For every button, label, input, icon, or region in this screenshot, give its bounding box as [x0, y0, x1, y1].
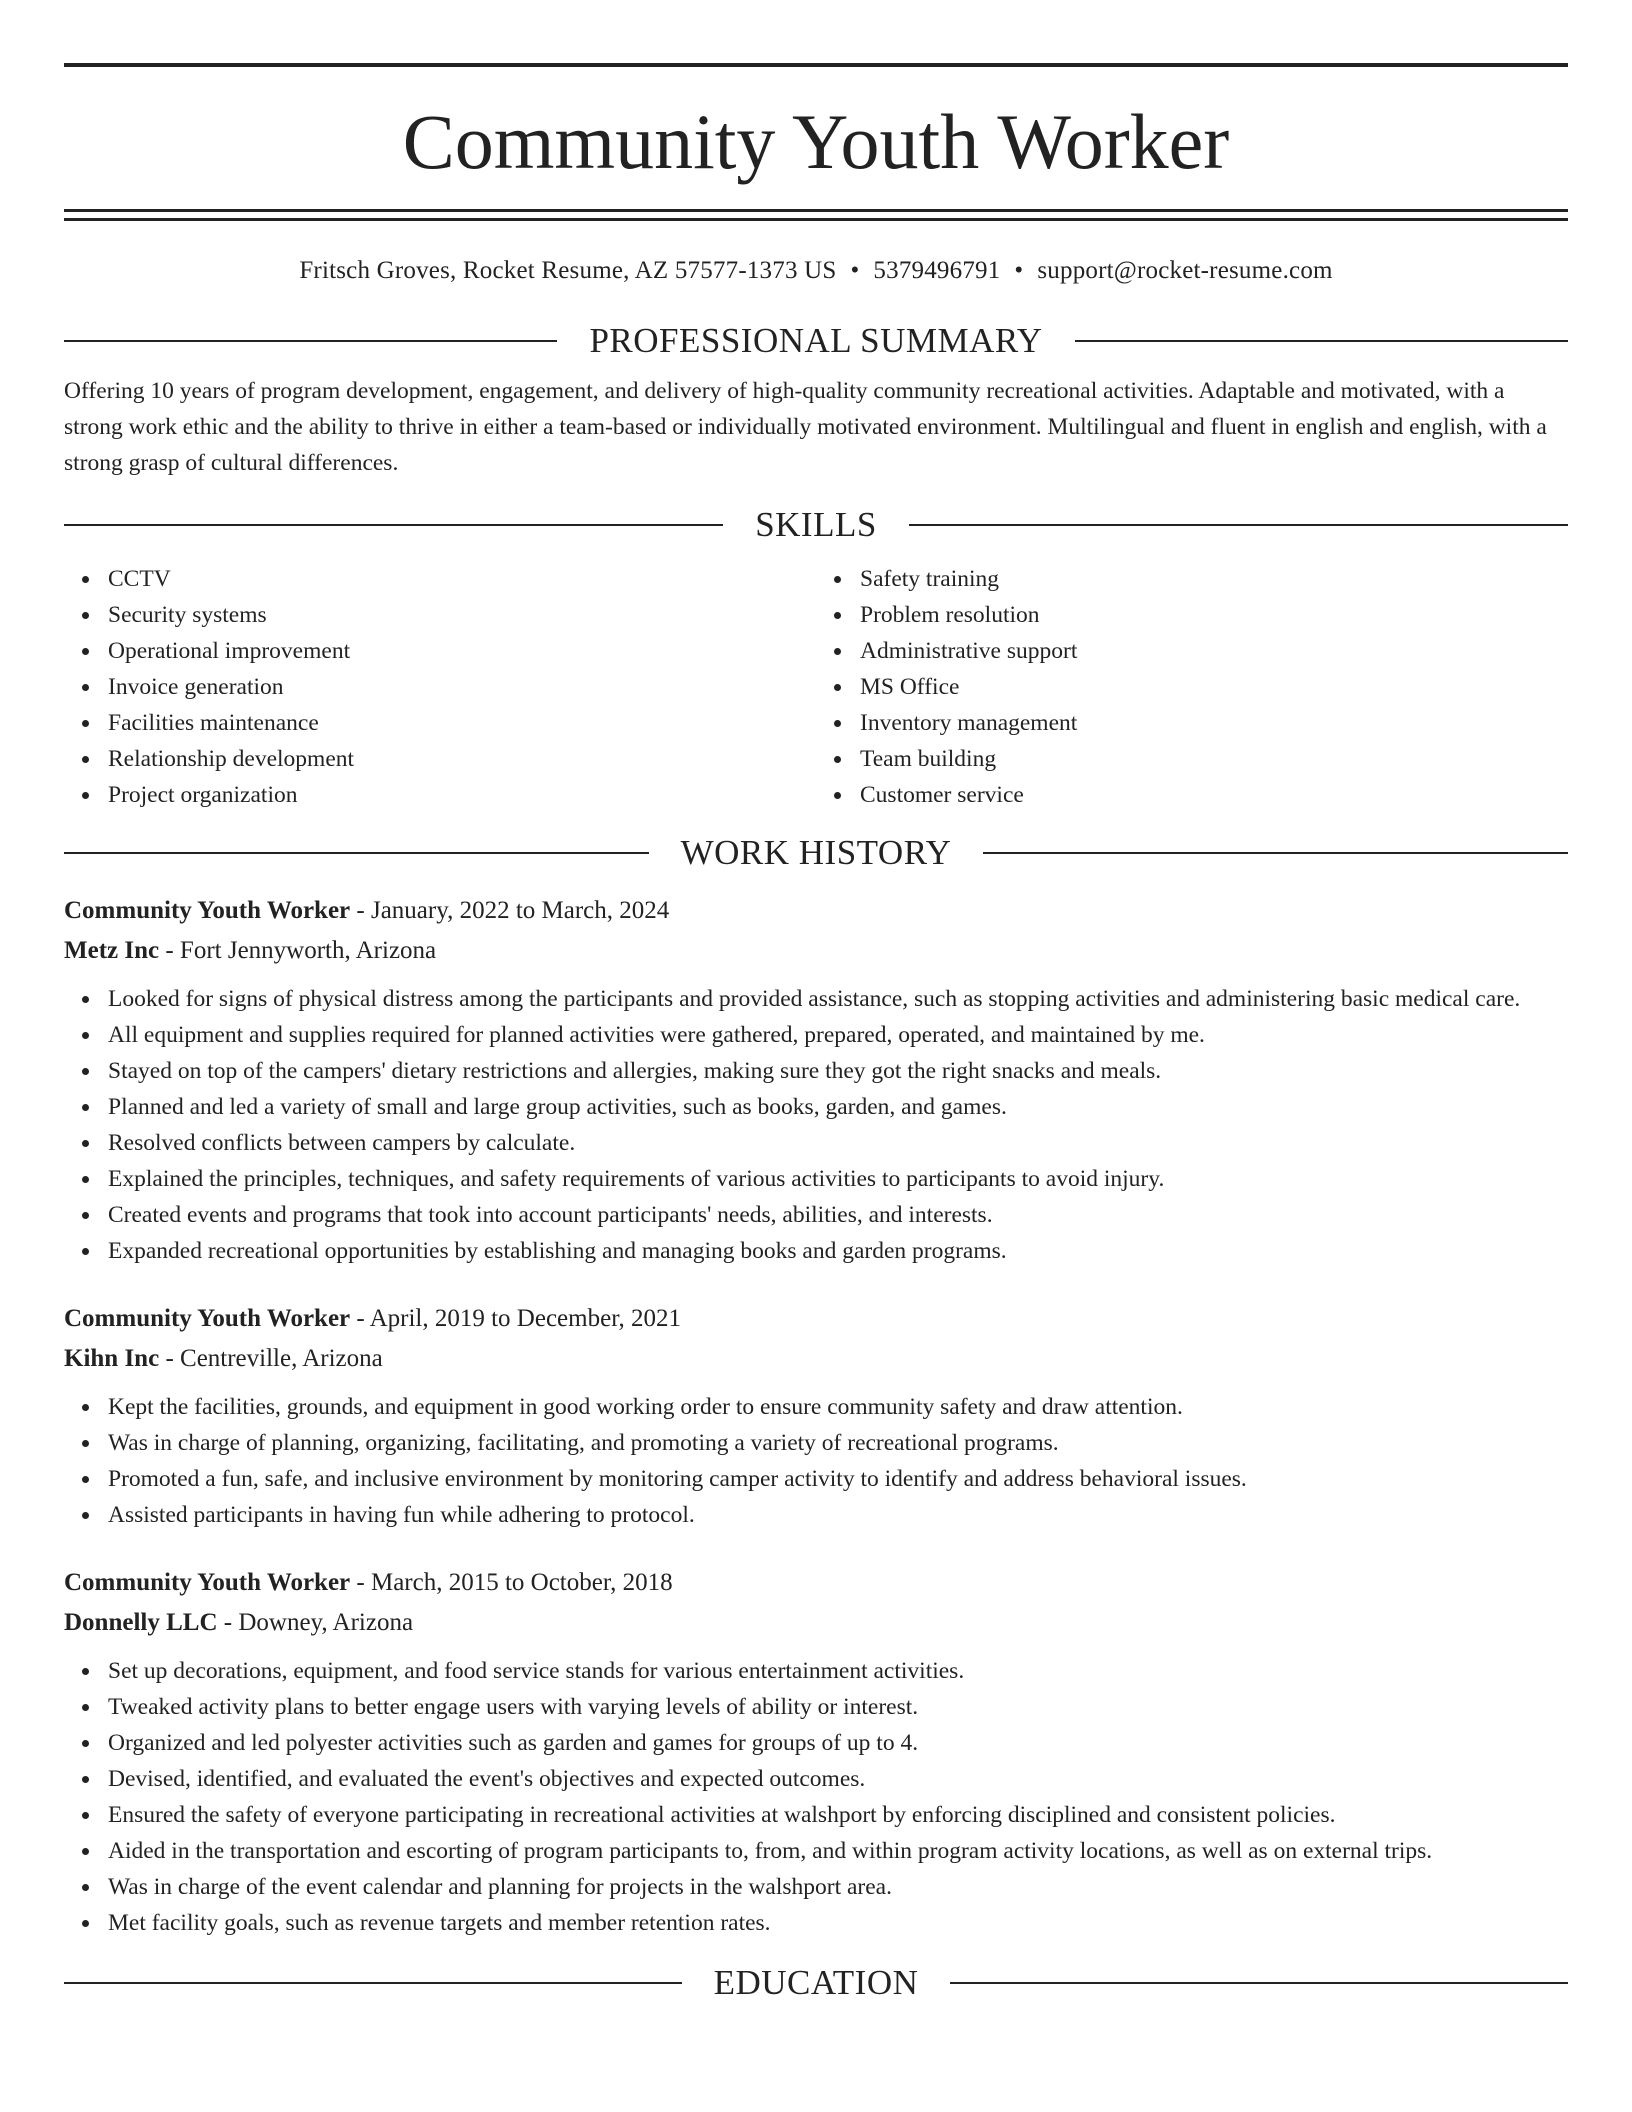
job-title-line [64, 1563, 1568, 1603]
job-bullet: Ensured the safety of everyone participating in recreational activities at walshport by enforcing disciplined and consistent policies. [108, 1797, 1568, 1833]
job-company-line [64, 931, 1568, 971]
section-title: SKILLS [723, 503, 909, 547]
skill-item: Safety training [860, 561, 1568, 597]
resume-page [64, 0, 1568, 2005]
job-location: - Downey, Arizona [217, 1609, 414, 1636]
job-bullet: Aided in the transportation and escorting of program participants to, from, and within program activity locations, as well as on external trips. [108, 1833, 1568, 1869]
contact-address: Fritsch Groves, Rocket Resume, AZ 57577-1373 US [299, 257, 837, 284]
job-bullet: Promoted a fun, safe, and inclusive environment by monitoring camper activity to identify and address behavioral issues. [108, 1461, 1568, 1497]
job-company-line [64, 1603, 1568, 1643]
job-bullet: Looked for signs of physical distress among the participants and provided assistance, such as stopping activities and administering basic medical care. [108, 981, 1568, 1017]
job-dates: - March, 2015 to October, 2018 [350, 1569, 673, 1596]
summary-text: Offering 10 years of program development, engagement, and delivery of high-quality community recreational activities. Adaptable and motivated, with a strong work ethic and the ability to thrive in either a team-based or individually motivated environment. Multilingual and fluent in english and english, with a strong grasp of cultural differences. [64, 378, 1547, 476]
job-dates: - April, 2019 to December, 2021 [350, 1305, 682, 1332]
job-title: Community Youth Worker [64, 1305, 351, 1332]
job-bullet: Organized and led polyester activities such as garden and games for groups of up to 4. [108, 1725, 1568, 1761]
job-bullet: Tweaked activity plans to better engage users with varying levels of ability or interest. [108, 1689, 1568, 1725]
job-bullet: All equipment and supplies required for planned activities were gathered, prepared, operated, and maintained by me. [108, 1017, 1568, 1053]
skill-item: Problem resolution [860, 597, 1568, 633]
section-title: WORK HISTORY [649, 831, 984, 875]
job-company: Donnelly LLC [64, 1609, 218, 1636]
name-underline-2 [64, 218, 1568, 221]
job-bullet: Resolved conflicts between campers by calculate. [108, 1125, 1568, 1161]
section-heading-work [64, 831, 1568, 875]
job-title: Community Youth Worker [64, 897, 351, 924]
job-title-line [64, 1299, 1568, 1339]
job-title-line [64, 891, 1568, 931]
job-location: - Centreville, Arizona [159, 1345, 383, 1372]
job-bullet: Was in charge of planning, organizing, facilitating, and promoting a variety of recreational programs. [108, 1425, 1568, 1461]
job-company-line [64, 1339, 1568, 1379]
job-company: Kihn Inc [64, 1345, 160, 1372]
skill-item: Inventory management [860, 705, 1568, 741]
skill-item: Relationship development [108, 741, 816, 777]
skill-item: Security systems [108, 597, 816, 633]
job-bullets [64, 1653, 1568, 1941]
skills-column-right [816, 561, 1568, 813]
skill-item: Invoice generation [108, 669, 816, 705]
section-heading-summary [64, 319, 1568, 363]
job-bullet: Devised, identified, and evaluated the event's objectives and expected outcomes. [108, 1761, 1568, 1797]
job-bullet: Met facility goals, such as revenue targets and member retention rates. [108, 1905, 1568, 1941]
job-bullet: Assisted participants in having fun while adhering to protocol. [108, 1497, 1568, 1533]
job-bullets [64, 1389, 1568, 1533]
contact-separator: • [850, 257, 860, 284]
job-bullet: Stayed on top of the campers' dietary restrictions and allergies, making sure they got the right snacks and meals. [108, 1053, 1568, 1089]
job-title: Community Youth Worker [64, 1569, 351, 1596]
job-bullet: Planned and led a variety of small and large group activities, such as books, garden, and games. [108, 1089, 1568, 1125]
skill-item: Project organization [108, 777, 816, 813]
job-bullets [64, 981, 1568, 1269]
top-rule [64, 63, 1568, 67]
job-company: Metz Inc [64, 937, 160, 964]
section-heading-skills [64, 503, 1568, 547]
skill-item: Customer service [860, 777, 1568, 813]
contact-phone: 5379496791 [873, 257, 1001, 284]
job-bullet: Created events and programs that took into account participants' needs, abilities, and interests. [108, 1197, 1568, 1233]
contact-email[interactable]: support@rocket-resume.com [1037, 257, 1333, 284]
contact-line [64, 255, 1568, 287]
job-bullet: Kept the facilities, grounds, and equipment in good working order to ensure community safety and draw attention. [108, 1389, 1568, 1425]
skills-list [64, 561, 1568, 813]
candidate-name: Community Youth Worker [402, 98, 1230, 185]
skills-column-left [64, 561, 816, 813]
job-entry [64, 891, 1568, 1269]
contact-separator: • [1014, 257, 1024, 284]
job-bullet: Set up decorations, equipment, and food service stands for various entertainment activities. [108, 1653, 1568, 1689]
job-entry [64, 1299, 1568, 1533]
skill-item: Facilities maintenance [108, 705, 816, 741]
section-title: PROFESSIONAL SUMMARY [557, 319, 1074, 363]
job-dates: - January, 2022 to March, 2024 [350, 897, 670, 924]
skill-item: MS Office [860, 669, 1568, 705]
section-heading-education [64, 1961, 1568, 2005]
job-bullet: Expanded recreational opportunities by establishing and managing books and garden programs. [108, 1233, 1568, 1269]
skill-item: Operational improvement [108, 633, 816, 669]
job-bullet: Was in charge of the event calendar and planning for projects in the walshport area. [108, 1869, 1568, 1905]
name-underline-1 [64, 209, 1568, 212]
section-title: EDUCATION [682, 1961, 951, 2005]
job-entry [64, 1563, 1568, 1941]
job-bullet: Explained the principles, techniques, and safety requirements of various activities to participants to avoid injury. [108, 1161, 1568, 1197]
job-location: - Fort Jennyworth, Arizona [159, 937, 437, 964]
skill-item: Administrative support [860, 633, 1568, 669]
skill-item: CCTV [108, 561, 816, 597]
skill-item: Team building [860, 741, 1568, 777]
